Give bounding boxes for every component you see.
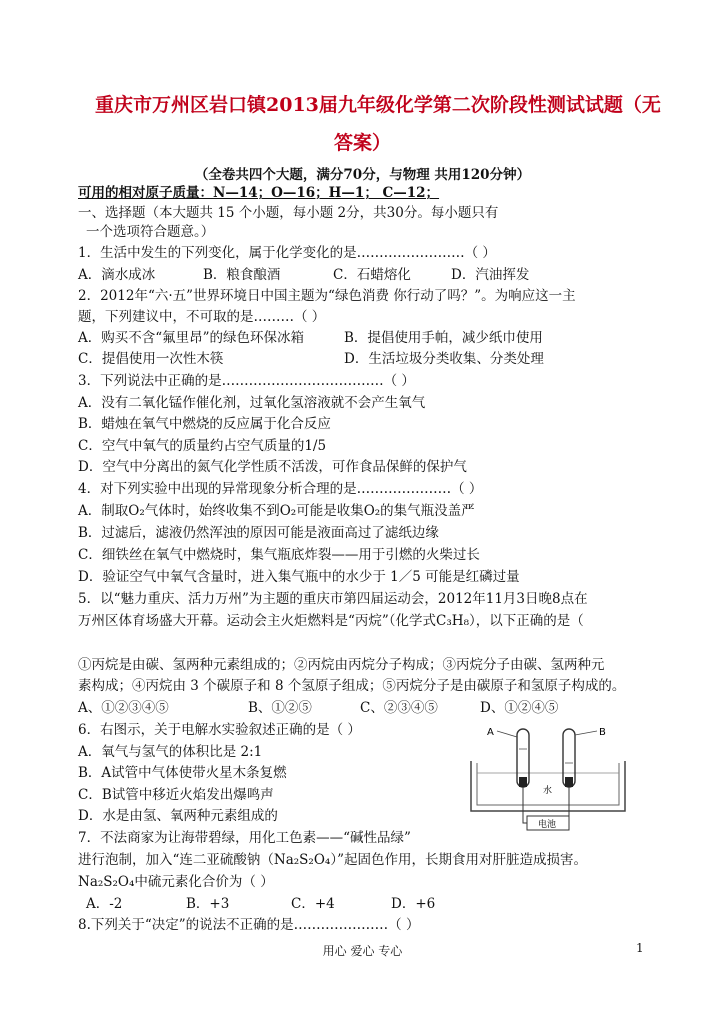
question-7-line3: Na₂S₂O₄中硫元素化合价为（ ） <box>78 874 274 890</box>
question-6-option-a: A．氧气与氢气的体积比是 2:1 <box>78 744 263 760</box>
option: A．-2 <box>86 896 123 912</box>
label-battery: 电池 <box>538 820 557 830</box>
label-water: 水 <box>543 786 553 796</box>
question-8: 8.下列关于“决定”的说法不正确的是…………………（ ） <box>78 917 420 933</box>
question-6-option-d: D．水是由氢、氧两种元素组成的 <box>78 808 278 824</box>
question-3-option-a: A．没有二氧化锰作催化剂，过氧化氢溶液就不会产生氧气 <box>78 395 426 411</box>
question-4: 4．对下列实验中出现的异常现象分析合理的是…………………（ ） <box>78 481 483 497</box>
question-7-line2: 进行泡制，加入“连二亚硫酸钠（Na₂S₂O₄）”起固色作用，长期食用对肝脏造成损害。 <box>78 852 587 868</box>
label-a-leader <box>497 731 517 737</box>
question-2-line1: 2．2012年“六·五”世界环境日中国主题为“绿色消费 你行动了吗？”。为响应这一主 <box>78 288 576 304</box>
question-3-option-c: C．空气中氧气的质量约占空气质量的1/5 <box>78 438 327 454</box>
question-1-options <box>78 265 529 285</box>
option: B．+3 <box>186 896 230 912</box>
label-b: B <box>599 727 606 738</box>
label-b-leader <box>575 731 597 735</box>
option: C．+4 <box>291 896 335 912</box>
electrolysis-diagram <box>465 723 630 835</box>
question-7-options <box>86 894 435 914</box>
question-6-option-c: C．B试管中移近火焰发出爆鸣声 <box>78 787 274 803</box>
question-2-options-row1 <box>78 328 543 348</box>
option: D．生活垃圾分类收集、分类处理 <box>344 351 544 367</box>
question-4-option-a: A．制取O₂气体时，始终收集不到O₂可能是收集O₂的集气瓶没盖严 <box>78 503 475 519</box>
option: C、②③④⑤ <box>360 700 438 716</box>
question-1: 1．生活中发生的下列变化，属于化学变化的是……………………（ ） <box>78 245 496 261</box>
section-heading-line1: 一、选择题（本大题共 15 个小题，每小题 2分，共30分。每小题只有 <box>78 205 499 221</box>
electrode-a <box>519 777 527 787</box>
document-title-line1: 重庆市万州区岩口镇2013届九年级化学第二次阶段性测试试题（无 <box>95 94 661 116</box>
document-title-line2: 答案） <box>333 132 391 154</box>
question-7-line1: 7．不法商家为让海带碧绿，用化工色素——“碱性品绿” <box>78 830 411 846</box>
option: D、①②④⑤ <box>480 700 559 716</box>
question-5-line4: 素构成；④丙烷由 3 个碳原子和 8 个氢原子组成；⑤丙烷分子是由碳原子和氢原子构成的。 <box>78 678 626 694</box>
page-number: 1 <box>636 941 644 955</box>
option: A．购买不含“氟里昂”的绿色环保冰箱 <box>78 330 305 346</box>
option: B．粮食酿酒 <box>203 267 281 283</box>
option: D．汽油挥发 <box>451 267 530 283</box>
section-heading-line2: 一个选项符合题意。） <box>86 224 215 240</box>
question-6: 6．右图示，关于电解水实验叙述正确的是（ ） <box>78 722 361 738</box>
question-3-option-b: B．蜡烛在氧气中燃烧的反应属于化合反应 <box>78 416 331 432</box>
option: C．石蜡熔化 <box>333 267 411 283</box>
question-4-option-c: C．细铁丝在氧气中燃烧时，集气瓶底炸裂——用于引燃的火柴过长 <box>78 547 480 563</box>
document-subtitle: （全卷共四个大题，满分70分，与物理 共用120分钟） <box>194 167 531 183</box>
option: C．提倡使用一次性木筷 <box>78 351 224 367</box>
page-footer: 用心 爱心 专心 <box>322 944 403 958</box>
question-5-line1: 5．以“魅力重庆、活力万州”为主题的重庆市第四届运动会，2012年11月3日晚8点在 <box>78 591 588 607</box>
question-2-line2: 题，下列建议中，不可取的是………（ ） <box>78 309 326 325</box>
question-2-options-row2 <box>78 349 544 369</box>
question-5-line3: ①丙烷是由碳、氢两种元素组成的；②丙烷由丙烷分子构成；③丙烷分子由碳、氢两种元 <box>78 657 605 673</box>
question-3: 3．下列说法中正确的是………………………………（ ） <box>78 373 415 389</box>
option: A、①②③④⑤ <box>78 700 169 716</box>
question-4-option-d: D．验证空气中氧气含量时，进入集气瓶中的水少于 1／5 可能是红磷过量 <box>78 569 520 585</box>
trough-inner <box>477 763 619 805</box>
question-3-option-d: D．空气中分离出的氮气化学性质不活泼，可作食品保鲜的保护气 <box>78 459 467 475</box>
question-6-option-b: B．A试管中气体使带火星木条复燃 <box>78 765 287 781</box>
option: D．+6 <box>391 896 436 912</box>
question-4-option-b: B．过滤后，滤液仍然浑浊的原因可能是液面高过了滤纸边缘 <box>78 525 439 541</box>
atomic-mass-line: 可用的相对原子质量：N—14；O—16；H—1； C—12； <box>78 185 440 201</box>
question-5-line2: 万州区体育场盛大开幕。运动会主火炬燃料是“丙烷”（化学式C₃H₈），以下正确的是（ <box>78 613 584 629</box>
label-a: A <box>487 727 494 738</box>
electrode-b <box>565 777 573 787</box>
option: A．滴水成冰 <box>78 267 156 283</box>
question-5-options <box>78 698 558 718</box>
option: B、①②⑤ <box>248 700 312 716</box>
option: B．提倡使用手帕，减少纸巾使用 <box>344 330 543 346</box>
